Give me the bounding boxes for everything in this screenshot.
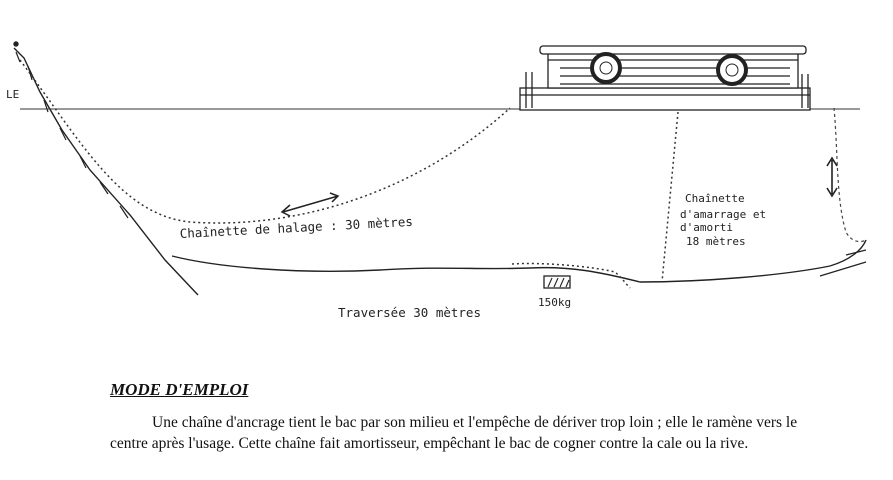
instructions-heading: MODE D'EMPLOI — [110, 380, 249, 399]
life-buoy-icon — [592, 54, 620, 82]
towing-chain — [20, 60, 510, 223]
double-arrow-icon — [827, 158, 837, 196]
mooring-label-line-2: d'amarrage et — [680, 208, 767, 221]
ferry-boat — [520, 46, 810, 110]
anchor-block-icon — [544, 276, 570, 288]
mooring-label-line-3: d'amorti — [680, 221, 733, 234]
right-bank — [834, 108, 866, 242]
bank-mark-label: LE — [6, 88, 20, 101]
right-bank-edge — [820, 250, 866, 276]
mooring-label-line-1: Chaînette — [685, 192, 745, 205]
anchor-weight-label: 150kg — [538, 296, 572, 309]
towing-chain-label: Chaînette de halage : 30 mètres — [179, 213, 414, 241]
instructions-paragraph: Une chaîne d'ancrage tient le bac par son milieu et l'empêche de dériver trop loin ; elle le ramène vers le centre après l'usage. Cette chaîne fait amortisseur, empêchant le bac de cogner contre la cale ou la rive. — [110, 414, 798, 452]
towing-chain-arrow-icon — [282, 193, 338, 216]
mooring-label-line-4: 18 mètres — [686, 235, 746, 248]
life-buoy-icon — [718, 56, 746, 84]
left-bank — [14, 42, 198, 295]
riverbed — [172, 240, 866, 282]
mooring-chain — [662, 112, 678, 282]
crossing-label: Traversée 30 mètres — [338, 305, 481, 320]
